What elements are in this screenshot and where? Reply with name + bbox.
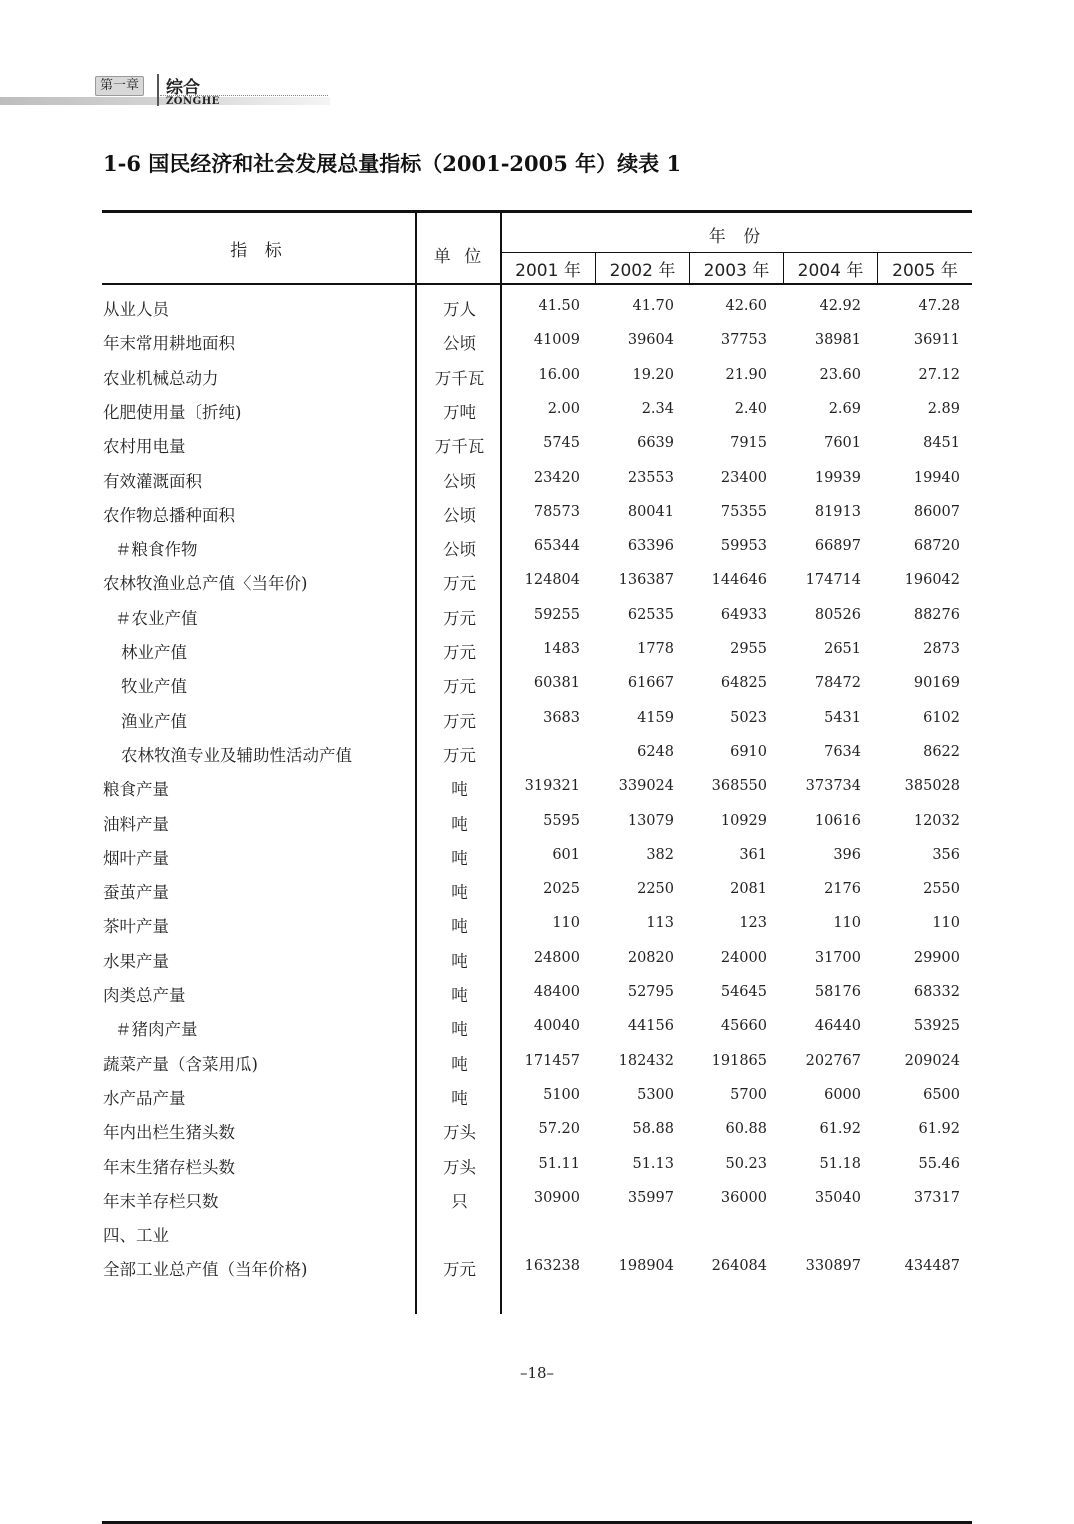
header-year-2004: 2004 年	[797, 261, 864, 281]
row-value: 37317	[913, 1190, 960, 1206]
table-row	[0, 982, 1074, 1016]
row-unit: 吨	[451, 883, 468, 902]
row-indicator: 水果产量	[103, 952, 169, 971]
row-value: 12032	[913, 813, 960, 829]
row-value: 2.00	[547, 401, 580, 417]
row-value: 37753	[720, 332, 767, 348]
row-value: 5700	[730, 1087, 767, 1103]
row-value: 123	[739, 915, 767, 931]
row-value: 35997	[627, 1190, 674, 1206]
row-indicator: 年末生猪存栏头数	[103, 1158, 235, 1177]
row-value: 2.89	[927, 401, 960, 417]
row-value: 396	[833, 847, 861, 863]
row-value: 51.13	[632, 1156, 674, 1172]
row-value: 1778	[637, 641, 674, 657]
table-row	[0, 673, 1074, 707]
row-value: 601	[552, 847, 580, 863]
row-unit: 吨	[451, 917, 468, 936]
row-unit: 万人	[443, 300, 476, 319]
table-row	[0, 296, 1074, 330]
row-value: 385028	[904, 778, 960, 794]
row-unit: 万吨	[443, 403, 476, 422]
row-unit: 吨	[451, 1055, 468, 1074]
row-unit: 万元	[443, 609, 476, 628]
row-value: 2.34	[641, 401, 674, 417]
table-row	[0, 913, 1074, 947]
row-unit: 万千瓦	[434, 369, 485, 388]
row-value: 38981	[814, 332, 861, 348]
chapter-pinyin: ZONGHE	[166, 96, 220, 107]
row-value: 144646	[711, 572, 767, 588]
row-indicator: 林业产值	[121, 643, 187, 662]
row-value: 356	[932, 847, 960, 863]
row-value: 80526	[814, 607, 861, 623]
row-value: 60381	[533, 675, 580, 691]
row-value: 10616	[814, 813, 861, 829]
row-unit: 万元	[443, 746, 476, 765]
row-value: 361	[739, 847, 767, 863]
row-unit: 吨	[451, 1020, 468, 1039]
row-indicator: 农作物总播种面积	[103, 506, 235, 525]
row-value: 31700	[814, 950, 861, 966]
row-value: 19940	[913, 470, 960, 486]
table-row	[0, 536, 1074, 570]
header-separator	[157, 74, 159, 106]
row-unit: 万元	[443, 643, 476, 662]
row-indicator: 肉类总产量	[103, 986, 186, 1005]
row-value: 44156	[627, 1018, 674, 1034]
row-value: 51.11	[538, 1156, 580, 1172]
row-value: 29900	[913, 950, 960, 966]
row-value: 330897	[805, 1258, 861, 1274]
row-value: 124804	[524, 572, 580, 588]
year-group-rule	[501, 252, 972, 253]
row-unit: 万元	[443, 677, 476, 696]
row-value: 66897	[814, 538, 861, 554]
table-row	[0, 639, 1074, 673]
row-value: 41009	[533, 332, 580, 348]
chapter-title: 综合	[166, 78, 200, 98]
row-unit: 公顷	[443, 540, 476, 559]
header-year-group: 年 份	[708, 227, 767, 247]
row-unit: 公顷	[443, 506, 476, 525]
row-value: 6102	[923, 710, 960, 726]
row-value: 382	[646, 847, 674, 863]
row-value: 80041	[627, 504, 674, 520]
page-number: –18–	[519, 1364, 555, 1382]
row-value: 174714	[805, 572, 861, 588]
row-value: 57.20	[538, 1121, 580, 1137]
row-value: 7634	[824, 744, 861, 760]
table-row	[0, 365, 1074, 399]
row-value: 2250	[637, 881, 674, 897]
row-value: 4159	[637, 710, 674, 726]
row-value: 21.90	[725, 367, 767, 383]
row-value: 6639	[637, 435, 674, 451]
row-unit: 吨	[451, 780, 468, 799]
header-year-2005: 2005 年	[892, 261, 958, 281]
row-value: 373734	[805, 778, 861, 794]
row-indicator: 年末常用耕地面积	[103, 334, 235, 353]
row-value: 5300	[637, 1087, 674, 1103]
table-row	[0, 330, 1074, 364]
row-value: 86007	[913, 504, 960, 520]
row-value: 110	[932, 915, 960, 931]
row-value: 42.60	[725, 298, 767, 314]
row-indicator: 油料产量	[103, 815, 169, 834]
row-value: 2873	[923, 641, 960, 657]
row-value: 5431	[824, 710, 861, 726]
row-indicator: 茶叶产量	[103, 917, 169, 936]
row-indicator: 化肥使用量〔折纯)	[103, 403, 242, 422]
row-value: 90169	[913, 675, 960, 691]
row-value: 113	[646, 915, 674, 931]
table-row	[0, 1119, 1074, 1153]
row-value: 2176	[824, 881, 861, 897]
row-value: 63396	[627, 538, 674, 554]
row-unit: 公顷	[443, 334, 476, 353]
row-value: 30900	[533, 1190, 580, 1206]
row-value: 45660	[720, 1018, 767, 1034]
row-indicator: ＃粮食作物	[115, 540, 198, 559]
row-value: 53925	[913, 1018, 960, 1034]
row-value: 209024	[904, 1053, 960, 1069]
row-value: 319321	[524, 778, 580, 794]
row-value: 23420	[533, 470, 580, 486]
row-unit: 万头	[443, 1158, 476, 1177]
row-value: 23400	[720, 470, 767, 486]
row-unit: 万元	[443, 712, 476, 731]
row-value: 36000	[720, 1190, 767, 1206]
table-row	[0, 1222, 1074, 1256]
row-value: 136387	[618, 572, 674, 588]
header-year-2001: 2001 年	[515, 261, 581, 281]
row-value: 10929	[720, 813, 767, 829]
row-value: 6000	[824, 1087, 861, 1103]
row-value: 39604	[627, 332, 674, 348]
row-indicator: 从业人员	[103, 300, 169, 319]
row-unit: 万元	[443, 1260, 476, 1279]
row-value: 198904	[618, 1258, 674, 1274]
row-value: 40040	[533, 1018, 580, 1034]
table-row	[0, 433, 1074, 467]
row-value: 61.92	[819, 1121, 861, 1137]
row-value: 58.88	[632, 1121, 674, 1137]
table-row	[0, 1154, 1074, 1188]
row-value: 2955	[730, 641, 767, 657]
table-row	[0, 1051, 1074, 1085]
row-value: 8451	[923, 435, 960, 451]
row-value: 24000	[720, 950, 767, 966]
row-indicator: 渔业产值	[121, 712, 187, 731]
row-value: 182432	[618, 1053, 674, 1069]
row-unit: 吨	[451, 815, 468, 834]
row-indicator: 农林牧渔专业及辅助性活动产值	[121, 746, 352, 765]
row-value: 191865	[711, 1053, 767, 1069]
row-value: 7601	[824, 435, 861, 451]
header-year-2002: 2002 年	[609, 261, 676, 281]
row-value: 339024	[618, 778, 674, 794]
row-value: 61.92	[918, 1121, 960, 1137]
row-value: 5100	[543, 1087, 580, 1103]
header-year-2003: 2003 年	[703, 261, 770, 281]
row-unit: 公顷	[443, 472, 476, 491]
row-value: 6500	[923, 1087, 960, 1103]
row-value: 54645	[720, 984, 767, 1000]
row-value: 59953	[720, 538, 767, 554]
row-indicator: 年内出栏生猪头数	[103, 1123, 235, 1142]
table-top-rule	[102, 210, 972, 213]
row-value: 60.88	[725, 1121, 767, 1137]
row-indicator: 四、工业	[103, 1226, 169, 1245]
row-indicator: 全部工业总产值（当年价格)	[103, 1260, 308, 1279]
table-row	[0, 399, 1074, 433]
row-value: 13079	[627, 813, 674, 829]
header-bottom-rule	[102, 283, 972, 285]
row-value: 78573	[533, 504, 580, 520]
row-indicator: 农业机械总动力	[103, 369, 219, 388]
row-value: 196042	[904, 572, 960, 588]
row-value: 55.46	[918, 1156, 960, 1172]
row-value: 202767	[805, 1053, 861, 1069]
row-value: 59255	[533, 607, 580, 623]
row-indicator: 农村用电量	[103, 437, 186, 456]
row-value: 24800	[533, 950, 580, 966]
row-indicator: ＃猪肉产量	[115, 1020, 198, 1039]
header-indicator: 指 标	[230, 241, 288, 261]
row-value: 81913	[814, 504, 861, 520]
table-row	[0, 742, 1074, 776]
table-row	[0, 605, 1074, 639]
row-value: 36911	[913, 332, 960, 348]
chapter-badge: 第一章	[95, 76, 144, 96]
row-indicator: 年末羊存栏只数	[103, 1192, 219, 1211]
table-row	[0, 468, 1074, 502]
row-unit: 吨	[451, 1089, 468, 1108]
row-value: 110	[552, 915, 580, 931]
row-value: 2.69	[828, 401, 861, 417]
row-value: 171457	[524, 1053, 580, 1069]
row-value: 3683	[543, 710, 580, 726]
row-value: 163238	[524, 1258, 580, 1274]
row-value: 88276	[913, 607, 960, 623]
row-value: 1483	[543, 641, 580, 657]
row-value: 42.92	[819, 298, 861, 314]
row-value: 2081	[730, 881, 767, 897]
header-band	[0, 97, 330, 105]
row-unit: 万元	[443, 574, 476, 593]
table-row	[0, 948, 1074, 982]
row-value: 48400	[533, 984, 580, 1000]
row-value: 62535	[627, 607, 674, 623]
row-unit: 只	[451, 1192, 468, 1211]
row-value: 35040	[814, 1190, 861, 1206]
row-value: 27.12	[918, 367, 960, 383]
row-unit: 吨	[451, 849, 468, 868]
row-value: 2651	[824, 641, 861, 657]
row-value: 2025	[543, 881, 580, 897]
row-indicator: 农林牧渔业总产值〈当年价)	[103, 574, 308, 593]
row-value: 61667	[627, 675, 674, 691]
row-value: 58176	[814, 984, 861, 1000]
row-value: 23.60	[819, 367, 861, 383]
row-value: 47.28	[918, 298, 960, 314]
row-value: 7915	[730, 435, 767, 451]
table-row	[0, 811, 1074, 845]
row-indicator: ＃农业产值	[115, 609, 198, 628]
row-value: 6910	[730, 744, 767, 760]
table-row	[0, 1016, 1074, 1050]
row-value: 78472	[814, 675, 861, 691]
row-value: 368550	[711, 778, 767, 794]
row-value: 65344	[533, 538, 580, 554]
row-value: 52795	[627, 984, 674, 1000]
row-value: 50.23	[725, 1156, 767, 1172]
row-value: 5745	[543, 435, 580, 451]
row-value: 68720	[913, 538, 960, 554]
row-value: 20820	[627, 950, 674, 966]
row-unit: 万头	[443, 1123, 476, 1142]
table-row	[0, 845, 1074, 879]
row-indicator: 蔬菜产量（含菜用瓜)	[103, 1055, 258, 1074]
row-value: 2.40	[734, 401, 767, 417]
row-value: 46440	[814, 1018, 861, 1034]
row-value: 110	[833, 915, 861, 931]
row-value: 23553	[627, 470, 674, 486]
table-row	[0, 570, 1074, 604]
row-value: 64933	[720, 607, 767, 623]
row-indicator: 烟叶产量	[103, 849, 169, 868]
row-value: 264084	[711, 1258, 767, 1274]
row-indicator: 牧业产值	[121, 677, 187, 696]
table-row	[0, 776, 1074, 810]
table-row	[0, 1085, 1074, 1119]
row-value: 41.70	[632, 298, 674, 314]
row-value: 19939	[814, 470, 861, 486]
table-title: 1-6 国民经济和社会发展总量指标（2001-2005 年）续表 1	[103, 151, 682, 176]
table-row	[0, 1256, 1074, 1290]
row-value: 6248	[637, 744, 674, 760]
table-row	[0, 502, 1074, 536]
row-value: 41.50	[538, 298, 580, 314]
row-value: 51.18	[819, 1156, 861, 1172]
row-value: 5023	[730, 710, 767, 726]
row-indicator: 粮食产量	[103, 780, 169, 799]
row-unit: 吨	[451, 952, 468, 971]
row-unit: 吨	[451, 986, 468, 1005]
row-indicator: 蚕茧产量	[103, 883, 169, 902]
table-row	[0, 879, 1074, 913]
row-indicator: 水产品产量	[103, 1089, 186, 1108]
row-value: 75355	[720, 504, 767, 520]
row-value: 8622	[923, 744, 960, 760]
row-value: 64825	[720, 675, 767, 691]
table-row	[0, 708, 1074, 742]
table-row	[0, 1188, 1074, 1222]
row-indicator: 有效灌溉面积	[103, 472, 202, 491]
row-value: 5595	[543, 813, 580, 829]
row-value: 16.00	[538, 367, 580, 383]
row-value: 2550	[923, 881, 960, 897]
header-unit: 单 位	[433, 247, 486, 267]
row-value: 434487	[904, 1258, 960, 1274]
row-value: 19.20	[632, 367, 674, 383]
row-value: 68332	[913, 984, 960, 1000]
row-unit: 万千瓦	[434, 437, 485, 456]
